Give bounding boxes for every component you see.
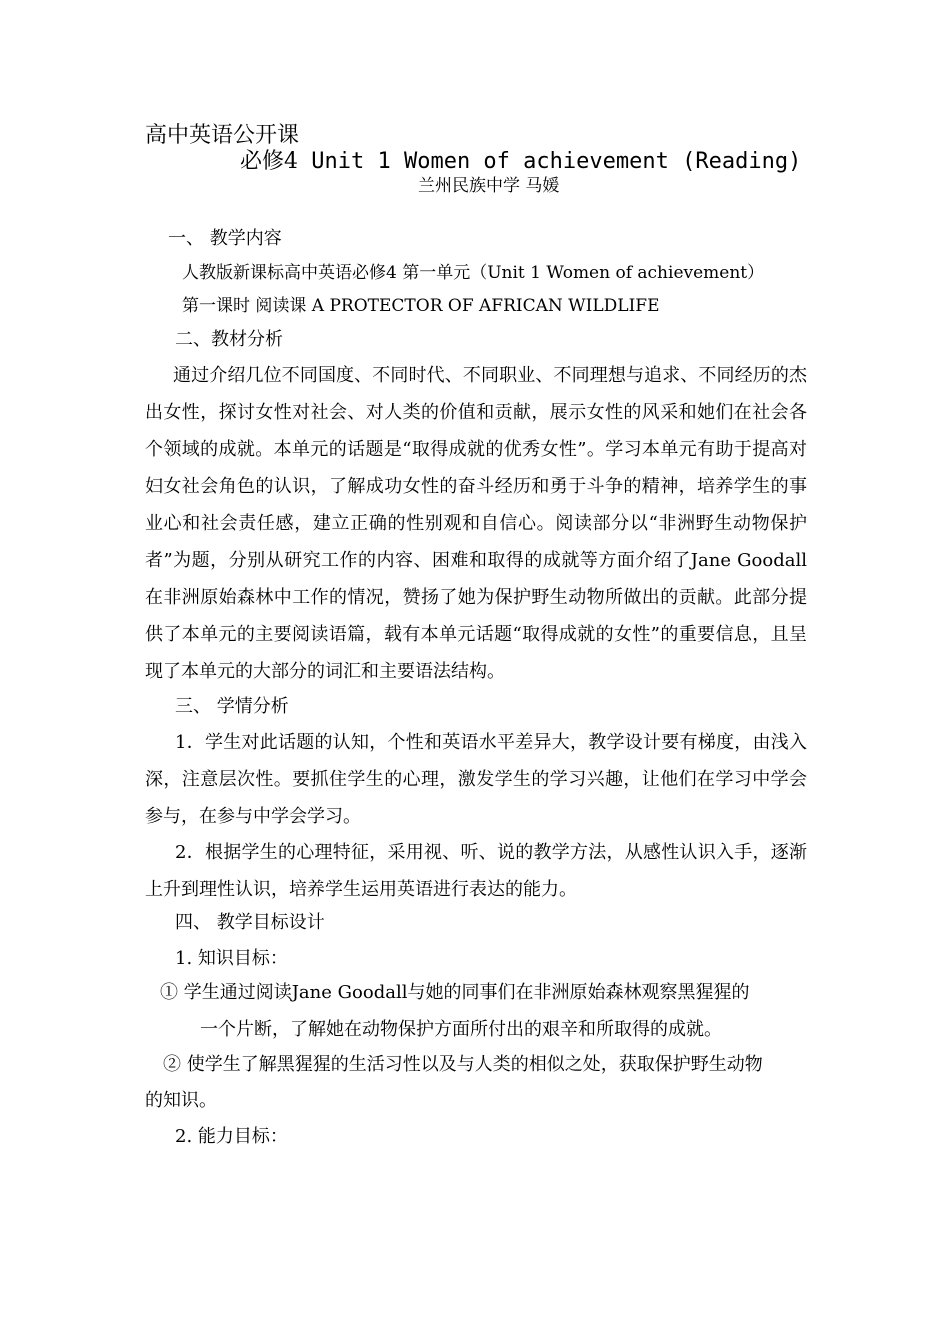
section-1-line-1: 人教版新课标高中英语必修4 第一单元（Unit 1 Women of achievement） (182, 263, 765, 283)
goal-2-line-2: 的知识。 (145, 1090, 217, 1111)
goal-1-line-2: 一个片断，了解她在动物保护方面所付出的艰辛和所取得的成就。 (200, 1019, 722, 1040)
section-3-item-1: 1．学生对此话题的认知，个性和英语水平差异大，教学设计要有梯度，由浅入深，注意层次性。要抓住学生的心理，激发学生的学习兴趣，让他们在学习中学会参与，在参与中学会学习。 (145, 732, 807, 827)
author-line: 兰州民族中学 马媛 (418, 176, 560, 196)
section-4-heading: 四、 教学目标设计 (175, 912, 325, 933)
section-3-heading: 三、 学情分析 (175, 696, 289, 717)
section-1-heading: 一、 教学内容 (168, 228, 282, 249)
course-label: 高中英语公开课 (145, 123, 300, 148)
title-en: Unit 1 Women of achievement (Reading) (298, 149, 802, 174)
goal-1-line-1: ① 学生通过阅读Jane Goodall与她的同事们在非洲原始森林观察黑猩猩的 (160, 982, 750, 1003)
goal-2-line-1: ② 使学生了解黑猩猩的生活习性以及与人类的相似之处，获取保护野生动物 (163, 1054, 763, 1075)
section-4-subheading-ability: 2. 能力目标： (175, 1126, 288, 1147)
section-3-item-2: 2．根据学生的心理特征，采用视、听、说的教学方法，从感性认识入手，逐渐上升到理性认识，培养学生运用英语进行表达的能力。 (145, 842, 807, 900)
title-cn: 必修4 (240, 149, 298, 174)
document-title (240, 148, 801, 176)
section-1-line-2: 第一课时 阅读课 A PROTECTOR OF AFRICAN WILDLIFE (182, 296, 660, 316)
section-2-body: 通过介绍几位不同国度、不同时代、不同职业、不同理想与追求、不同经历的杰出女性，探讨女性对社会、对人类的价值和贡献，展示女性的风采和她们在社会各个领域的成就。本单元的话题是“取得成就的优秀女性”。学习本单元有助于提高对妇女社会角色的认识，了解成功女性的奋斗经历和勇于斗争的精神，培养学生的事业心和社会责任感，建立正确的性别观和自信心。阅读部分以“非洲野生动物保护者”为题，分别从研究工作的内容、困难和取得的成就等方面介绍了Jane Goodall在非洲原始森林中工作的情况，赞扬了她为保护野生动物所做出的贡献。此部分提供了本单元的主要阅读语篇，载有本单元话题“取得成就的女性”的重要信息，且呈现了本单元的大部分的词汇和主要语法结构。 (145, 365, 807, 682)
section-2-heading: 二、教材分析 (175, 329, 283, 350)
section-4-subheading-knowledge: 1. 知识目标： (175, 948, 288, 969)
